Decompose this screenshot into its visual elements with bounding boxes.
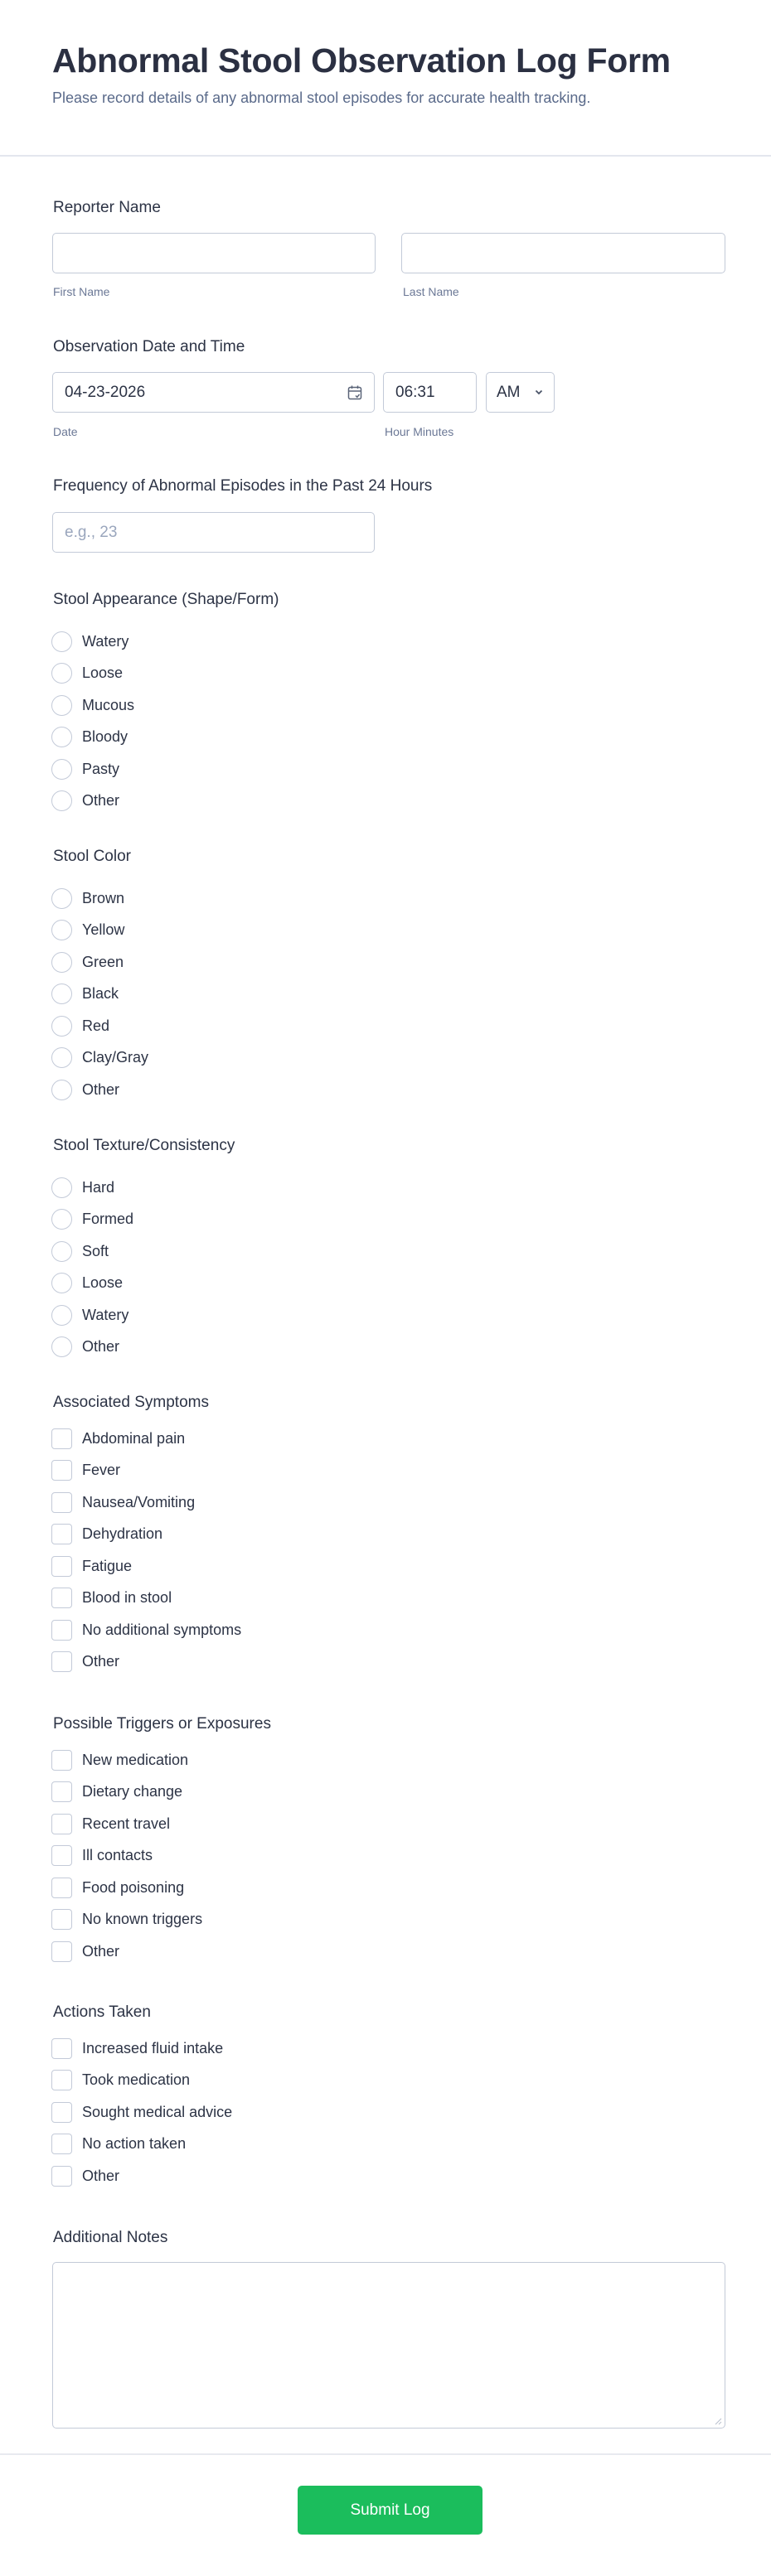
first-name-input[interactable] [52, 233, 376, 273]
radio-button[interactable] [51, 888, 72, 909]
last-name-sublabel: Last Name [403, 285, 459, 298]
checkbox[interactable] [51, 1588, 72, 1608]
option-label: Bloody [82, 728, 128, 745]
triggers-option[interactable] [51, 1909, 202, 1931]
actions-label: Actions Taken [53, 2003, 151, 2021]
radio-button[interactable] [51, 1336, 72, 1357]
color-option[interactable] [51, 920, 124, 941]
texture-option[interactable] [51, 1304, 128, 1326]
time-value: 06:31 [395, 383, 435, 401]
checkbox[interactable] [51, 1878, 72, 1898]
symptoms-option[interactable] [51, 1524, 162, 1545]
actions-option[interactable] [51, 2037, 223, 2059]
form-header [0, 0, 771, 157]
radio-button[interactable] [51, 790, 72, 811]
option-label: No known triggers [82, 1911, 203, 1927]
checkbox[interactable] [51, 1814, 72, 1834]
texture-option[interactable] [51, 1209, 133, 1230]
radio-button[interactable] [51, 663, 72, 684]
checkbox[interactable] [51, 2102, 72, 2123]
option-label: Took medication [82, 2071, 191, 2088]
checkbox[interactable] [51, 2070, 72, 2090]
checkbox[interactable] [51, 2166, 72, 2187]
ampm-select[interactable] [486, 372, 555, 413]
additional-notes-label: Additional Notes [53, 2229, 168, 2246]
actions-option[interactable] [51, 2134, 186, 2155]
option-label: Loose [82, 1274, 124, 1291]
radio-button[interactable] [51, 631, 72, 652]
checkbox[interactable] [51, 1845, 72, 1866]
appearance-option[interactable] [51, 790, 119, 812]
appearance-option[interactable] [51, 631, 128, 652]
option-label: Red [82, 1017, 110, 1034]
option-label: Yellow [82, 921, 125, 938]
option-label: Fever [82, 1462, 121, 1478]
option-label: Other [82, 1080, 120, 1098]
triggers-option[interactable] [51, 1877, 184, 1898]
checkbox[interactable] [51, 2038, 72, 2059]
footer-divider [0, 2453, 771, 2455]
color-option[interactable] [51, 951, 124, 973]
frequency-label: Frequency of Abnormal Episodes in the Past 24 Hours [53, 477, 433, 495]
checkbox[interactable] [51, 2134, 72, 2154]
option-label: Watery [82, 632, 129, 650]
option-label: Sought medical advice [82, 2103, 233, 2120]
option-label: Mucous [82, 696, 135, 713]
frequency-placeholder: e.g., 23 [65, 523, 118, 541]
triggers-label: Possible Triggers or Exposures [53, 1715, 271, 1733]
stool-texture-label: Stool Texture/Consistency [53, 1137, 235, 1154]
option-label: Recent travel [82, 1815, 171, 1832]
radio-button[interactable] [51, 1273, 72, 1293]
frequency-input[interactable] [52, 512, 375, 553]
color-option[interactable] [51, 1047, 148, 1069]
ampm-value: AM [497, 383, 521, 401]
option-label: Abdominal pain [82, 1429, 186, 1447]
triggers-option[interactable] [51, 1749, 188, 1771]
form-title: Abnormal Stool Observation Log Form [52, 41, 671, 80]
triggers-option[interactable] [51, 1813, 170, 1834]
resize-handle-icon[interactable] [714, 2417, 722, 2425]
triggers-option[interactable] [51, 1845, 153, 1867]
radio-button[interactable] [51, 1241, 72, 1262]
option-label: Loose [82, 665, 124, 681]
observation-datetime-label: Observation Date and Time [53, 338, 245, 355]
symptoms-option[interactable] [51, 1588, 172, 1609]
option-label: Green [82, 953, 124, 970]
checkbox[interactable] [51, 1428, 72, 1449]
chevron-down-icon [534, 387, 544, 397]
checkbox[interactable] [51, 1909, 72, 1930]
actions-option[interactable] [51, 2165, 119, 2187]
radio-button[interactable] [51, 1209, 72, 1230]
option-label: Blood in stool [82, 1589, 172, 1606]
appearance-option[interactable] [51, 663, 123, 684]
radio-button[interactable] [51, 984, 72, 1004]
option-label: Hard [82, 1178, 115, 1196]
appearance-option[interactable] [51, 758, 119, 780]
symptoms-option[interactable] [51, 1428, 185, 1449]
option-label: Other [82, 1338, 120, 1355]
last-name-input[interactable] [401, 233, 725, 273]
option-label: Ill contacts [82, 1847, 153, 1863]
time-sublabel: Hour Minutes [385, 425, 454, 438]
time-input[interactable] [383, 372, 477, 413]
radio-button[interactable] [51, 952, 72, 973]
option-label: Clay/Gray [82, 1049, 149, 1066]
option-label: Other [82, 2167, 120, 2184]
actions-option[interactable] [51, 2101, 232, 2123]
form-subtitle: Please record details of any abnormal stool episodes for accurate health tracking. [52, 89, 591, 106]
symptoms-option[interactable] [51, 1651, 119, 1673]
option-label: Food poisoning [82, 1878, 185, 1896]
triggers-option[interactable] [51, 1781, 182, 1803]
checkbox[interactable] [51, 1460, 72, 1481]
checkbox[interactable] [51, 1620, 72, 1641]
symptoms-option[interactable] [51, 1619, 241, 1641]
radio-button[interactable] [51, 1080, 72, 1100]
symptoms-option[interactable] [51, 1460, 120, 1481]
option-label: Increased fluid intake [82, 2039, 224, 2056]
actions-option[interactable] [51, 2070, 190, 2091]
option-label: Other [82, 1942, 120, 1960]
date-input[interactable] [52, 372, 375, 413]
stool-appearance-label: Stool Appearance (Shape/Form) [53, 591, 279, 608]
option-label: Dehydration [82, 1525, 163, 1542]
radio-button[interactable] [51, 727, 72, 747]
texture-option[interactable] [51, 1273, 123, 1294]
option-label: Soft [82, 1242, 109, 1259]
triggers-option[interactable] [51, 1940, 119, 1962]
option-label: Black [82, 985, 119, 1002]
checkbox[interactable] [51, 1750, 72, 1771]
radio-button[interactable] [51, 920, 72, 940]
option-label: Other [82, 1653, 120, 1670]
symptoms-option[interactable] [51, 1555, 132, 1577]
option-label: No additional symptoms [82, 1621, 242, 1638]
radio-button[interactable] [51, 1016, 72, 1037]
radio-button[interactable] [51, 1305, 72, 1326]
color-option[interactable] [51, 887, 124, 909]
radio-button[interactable] [51, 1047, 72, 1068]
texture-option[interactable] [51, 1336, 119, 1358]
option-label: Formed [82, 1211, 134, 1227]
radio-button[interactable] [51, 1177, 72, 1198]
option-label: Other [82, 792, 120, 809]
option-label: Fatigue [82, 1557, 133, 1574]
calendar-icon[interactable] [347, 384, 362, 401]
symptoms-option[interactable] [51, 1491, 195, 1513]
texture-option[interactable] [51, 1177, 114, 1198]
radio-button[interactable] [51, 695, 72, 716]
texture-option[interactable] [51, 1240, 109, 1262]
checkbox[interactable] [51, 1556, 72, 1577]
additional-notes-textarea[interactable] [52, 2262, 725, 2429]
option-label: New medication [82, 1751, 189, 1768]
appearance-option[interactable] [51, 694, 134, 716]
submit-log-button[interactable]: Submit Log [298, 2486, 482, 2535]
checkbox[interactable] [51, 1651, 72, 1672]
color-option[interactable] [51, 984, 119, 1005]
symptoms-label: Associated Symptoms [53, 1394, 209, 1411]
option-label: Brown [82, 889, 125, 906]
radio-button[interactable] [51, 759, 72, 780]
option-label: Nausea/Vomiting [82, 1493, 196, 1510]
first-name-sublabel: First Name [53, 285, 110, 298]
checkbox[interactable] [51, 1781, 72, 1802]
option-label: Dietary change [82, 1783, 183, 1800]
checkbox[interactable] [51, 1492, 72, 1513]
option-label: Pasty [82, 760, 120, 777]
stool-color-label: Stool Color [53, 848, 131, 865]
date-value: 04-23-2026 [65, 383, 146, 401]
option-label: No action taken [82, 2135, 187, 2152]
checkbox[interactable] [51, 1524, 72, 1544]
appearance-option[interactable] [51, 727, 128, 748]
option-label: Watery [82, 1306, 129, 1323]
reporter-name-label: Reporter Name [53, 199, 161, 216]
color-option[interactable] [51, 1079, 119, 1100]
date-sublabel: Date [53, 425, 78, 438]
checkbox[interactable] [51, 1941, 72, 1962]
color-option[interactable] [51, 1015, 109, 1037]
